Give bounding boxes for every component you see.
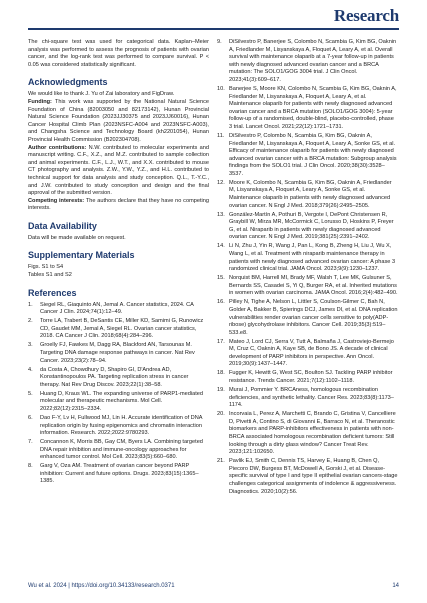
reference-number: 1. — [28, 301, 33, 308]
reference-text: Moore K, Colombo N, Scambia G, Kim BG, Oaknin A, Friedlander M, Lisyanskaya A, Floquet A, Leary A, Sonke GS, et al. Maintenance olaparib in patients with newly diagnosed advanced ovarian cancer. N Engl J Med. 2018;379(26):2495–2505. — [229, 179, 392, 209]
reference-text: Torre LA, Trabert B, DeSantis CE, Miller KD, Samimi G, Runowicz CD, Gaudet MM, Jemal A, Siegel RL. Ovarian cancer statistics, 2018. CA Cancer J Clin. 2018;68(4):284–296. — [40, 318, 204, 340]
reference-text: Pilley N, Tighe A, Nelson L, Littler S, Coulson-Gilmer C, Bah N, Golder A, Bakker B, Spierings DCJ, James DI, et al. DNA replication vulnerabilities render ovarian cancer cells sensitive to poly(ADP-ribose) glycohydrolase inhibitors. Cancer Cell. 2019;35(3):519–533.e8. — [229, 299, 398, 336]
funding-paragraph — [28, 99, 209, 145]
reference-number: 5. — [28, 390, 33, 397]
reference-number: 2. — [28, 318, 33, 325]
reference-number: 4. — [28, 366, 33, 373]
reference-text: Li N, Zhu J, Yin R, Wang J, Pan L, Kong B, Zheng H, Liu J, Wu X, Wang L, et al. Treatment with niraparib maintenance therapy in patients with newly diagnosed advanced ovarian cancer: A phase 3 randomized clinical trial. JAMA Oncol. 2023;9(9):1230–1237. — [229, 243, 396, 273]
thanks-text: We would like to thank J. Yu of Zai laboratory and FigDraw. — [28, 91, 175, 98]
reference-text: Fugger K, Hewitt G, West SC, Boulton SJ. Tackling PARP inhibitor resistance. Trends Cancer. 2021;7(12):1102–1118. — [229, 370, 393, 385]
reference-item — [28, 439, 209, 462]
acknowledgments-heading: Acknowledgments — [28, 77, 108, 88]
data-availability-text: Data will be made available on request. — [28, 234, 126, 241]
contributions-paragraph — [28, 145, 209, 198]
reference-text: Huang D, Kraus WL. The expanding universe of PARP1-mediated molecular and therapeutic mechanisms. Mol Cell. 2022;82(12):2315–2334. — [40, 390, 204, 412]
reference-number: 14. — [217, 243, 225, 250]
reference-number: 20. — [217, 411, 225, 418]
reference-item — [28, 463, 209, 486]
reference-number: 12. — [217, 179, 225, 186]
page-number: 14 — [392, 583, 399, 589]
reference-number: 9. — [217, 39, 222, 45]
interests-text: The authors declare that they have no competing interests. — [28, 197, 209, 212]
reference-text: Banerjee S, Moore KN, Colombo N, Scambia G, Kim BG, Oaknin A, Friedlander M, Lisyanskaya A, Floquet A, Leary A, et al. Maintenance olaparib for patients with newly diagnosed advanced ovarian cancer and a BRCA mutation (SOLO1/GOG 3004): 5-year follow-up of a randomised, double-blind, placebo-controlled, phase 3 trial. Lancet Oncol. 2021;22(12):1721–1731. — [229, 85, 397, 130]
reference-item — [28, 302, 209, 317]
reference-item — [217, 212, 398, 242]
reference-text: da Costa A, Chowdhury D, Shapiro GI, D'Andrea AD, Konstantinopoulos PA. Targeting replication stress in cancer therapy. Nat Rev Drug Discov. 2023;22(1):38–58. — [40, 366, 189, 388]
reference-number: 8. — [28, 463, 33, 470]
reference-text: Murai J, Pommier Y. BRCAness, homologous recombination deficiencies, and synthetic lethality. Cancer Res. 2023;83(8):1173–1174. — [229, 387, 394, 409]
journal-brand: Research — [333, 6, 399, 25]
left-column — [28, 39, 209, 487]
reference-item — [217, 339, 398, 369]
reference-item — [217, 299, 398, 337]
reference-number: 19. — [217, 387, 225, 394]
reference-number: 15. — [217, 275, 225, 282]
reference-text: Concannon K, Morris BB, Gay CM, Byers LA. Combining targeted DNA repair inhibition and immune-oncology approaches for enhanced tumor control. Mol Cell. 2023;83(5):660–680. — [40, 439, 203, 461]
reference-number: 21. — [217, 458, 225, 465]
references-heading: References — [28, 287, 77, 298]
reference-text: Dao F-Y, Lv H, Fullwood MJ, Lin H. Accurate identification of DNA replication origin by fusing epigenomics and chromatin interaction information. Research. 2022;2022:9780293. — [40, 414, 203, 437]
reference-list-left — [28, 302, 209, 486]
reference-text: Garg V, Oza AM. Treatment of ovarian cancer beyond PARP inhibition: Current and future options. Drugs. 2023;83(15):1365–1385. — [40, 463, 199, 485]
interests-paragraph — [28, 198, 209, 213]
reference-item — [217, 370, 398, 385]
reference-item — [217, 243, 398, 273]
interests-label: Competing interests: — [28, 197, 85, 204]
reference-item — [217, 458, 398, 496]
reference-number: 18. — [217, 370, 225, 377]
reference-number: 10. — [217, 85, 225, 92]
methods-paragraph: The chi-square test was used for categorical data. Kaplan–Meier analysis was performed to assess the prognosis of patients with ovarian cancer, and the log-rank test was performed to compare survival. P < 0.05 was considered statistically significant. — [28, 39, 209, 68]
contributions-text: N.W. contributed to molecular experiments and manuscript writing. C.F., X.Z., and M.Z. contributed to sample collection and animal experiments. C.F., L.J., W.T., and X.X. contributed to mouse CT photography and analysis. Z.W., Y.W., Y.Z., and H.L. contributed to technical support for data analysis and study conception. Q.L., T.-Y.C., and J.W. contributed to study conception and design and the final approval of the submitted version. — [28, 144, 209, 197]
reference-text: Siegel RL, Giaquinto AN, Jemal A. Cancer statistics, 2024. CA Cancer J Clin. 2024;74(1):12–49. — [40, 301, 194, 316]
reference-number: 16. — [217, 299, 225, 306]
funding-label: Funding: — [28, 98, 52, 105]
supplementary-line: Figs. S1 to S4 — [28, 264, 64, 271]
reference-text: Incorvaia L, Perez A, Marchetti C, Brando C, Gristina V, Cancelliere D, Pivetti A, Contino S, di Giovanni E, Barraco N, et al. Theranostic biomarkers and PARP-inhibitors effectiveness in patients with non-BRCA associated homologous recombination deficient tumors: Still looking through a dirty glass window? Cancer Treat Rev. 2023;121:102650. — [229, 411, 396, 456]
reference-item — [28, 367, 209, 390]
reference-item — [28, 415, 209, 438]
reference-item — [28, 342, 209, 365]
reference-text: DiSilvestro P, Colombo N, Scambia G, Kim BG, Oaknin A, Friedlander M, Lisyanskaya A, Floquet A, Leary A, Sonke GS, et al. Efficacy of maintenance olaparib for patients with newly diagnosed advanced ovarian cancer with a BRCA mutation: Subgroup analysis findings from the SOLO1 trial. J Clin Oncol. 2020;38(30):3528–3537. — [229, 132, 397, 177]
reference-item — [217, 86, 398, 132]
reference-text: DiSilvestro P, Banerjee S, Colombo N, Scambia G, Kim BG, Oaknin A, Friedlander M, Lisyanskaya A, Floquet A, Leary A, et al. Overall survival with maintenance olaparib at a 7-year follow-up in patients with newly diagnosed advanced ovarian cancer and a BRCA mutation: The SOLO1/GOG 3004 trial. J Clin Oncol. 2023;41(3):609–617. — [229, 39, 397, 83]
data-availability-heading: Data Availability — [28, 220, 97, 231]
reference-text: Norquist BM, Harrell MI, Brady MF, Walsh T, Lee MK, Gulsuner S, Bernards SS, Casadei S, Yi Q, Burger RA, et al. Inherited mutations in women with ovarian carcinoma. JAMA Oncol. 2016;2(4):482–490. — [229, 275, 398, 297]
reference-item — [217, 180, 398, 210]
reference-number: 11. — [217, 132, 225, 139]
reference-item — [217, 133, 398, 179]
reference-item — [28, 318, 209, 341]
reference-number: 7. — [28, 439, 33, 446]
supplementary-heading: Supplementary Materials — [28, 250, 135, 261]
reference-number: 6. — [28, 414, 33, 421]
contributions-label: Author contributions: — [28, 144, 87, 151]
reference-list-right — [217, 39, 398, 496]
reference-item — [217, 387, 398, 410]
reference-number: 13. — [217, 211, 225, 218]
reference-item — [28, 391, 209, 414]
funding-text: This work was supported by the National Natural Science Foundation of China (82003050 and 82173142), Hunan Provincial Natural Science Foundation (2023JJ30375 and 2023JJ60016), Hunan Cancer Hospital Climb Plan (2023NSFC-A004 and 2023NSFC-A003), and Changsha Science and Technology Board (kh2201054), Hunan Provincial Health Commission (B202304708). — [28, 98, 209, 143]
footer-citation: Wu et al. 2024 | https://doi.org/10.34133/research.0371 — [28, 583, 175, 589]
reference-number: 3. — [28, 342, 33, 349]
reference-text: Groelly FJ, Fawkes M, Dagg RA, Blackford AN, Tarsounas M. Targeting DNA damage response pathways in cancer. Nat Rev Cancer. 2023;23(2):78–94. — [40, 342, 195, 364]
reference-item — [217, 411, 398, 457]
reference-item — [217, 275, 398, 298]
right-column — [217, 39, 398, 498]
reference-text: Mateo J, Lord CJ, Serra V, Tutt A, Balmaña J, Castroviejo-Bermejo M, Cruz C, Oaknin A, Kaye SB, de Bono JS. A decade of clinical development of PARP inhibitors in perspective. Ann Oncol. 2019;30(9):1437–1447. — [229, 338, 394, 368]
reference-item — [217, 39, 398, 85]
reference-text: Pavlik EJ, Smith C, Dennis TS, Harvey E, Huang B, Chen Q, Piecoro DW, Burgess BT, McDowell A, Gorski J, et al. Disease-specific survival of type I and type II epithelial ovarian cancers-stage challenges categorical assignments of indolence & aggressiveness. Diagnostics. 2020;10(2):56. — [229, 458, 398, 495]
supplementary-line: Tables S1 and S2 — [28, 272, 72, 279]
reference-text: González-Martín A, Pothuri B, Vergote I, DePont Christensen R, Graybill W, Mirza MR, McCormick C, Lorusso D, Hoskins P, Freyer G, et al. Niraparib in patients with newly diagnosed advanced ovarian cancer. N Engl J Med. 2019;381(25):2391–2402. — [229, 211, 394, 241]
header-rule — [28, 28, 399, 30]
reference-number: 17. — [217, 338, 225, 345]
